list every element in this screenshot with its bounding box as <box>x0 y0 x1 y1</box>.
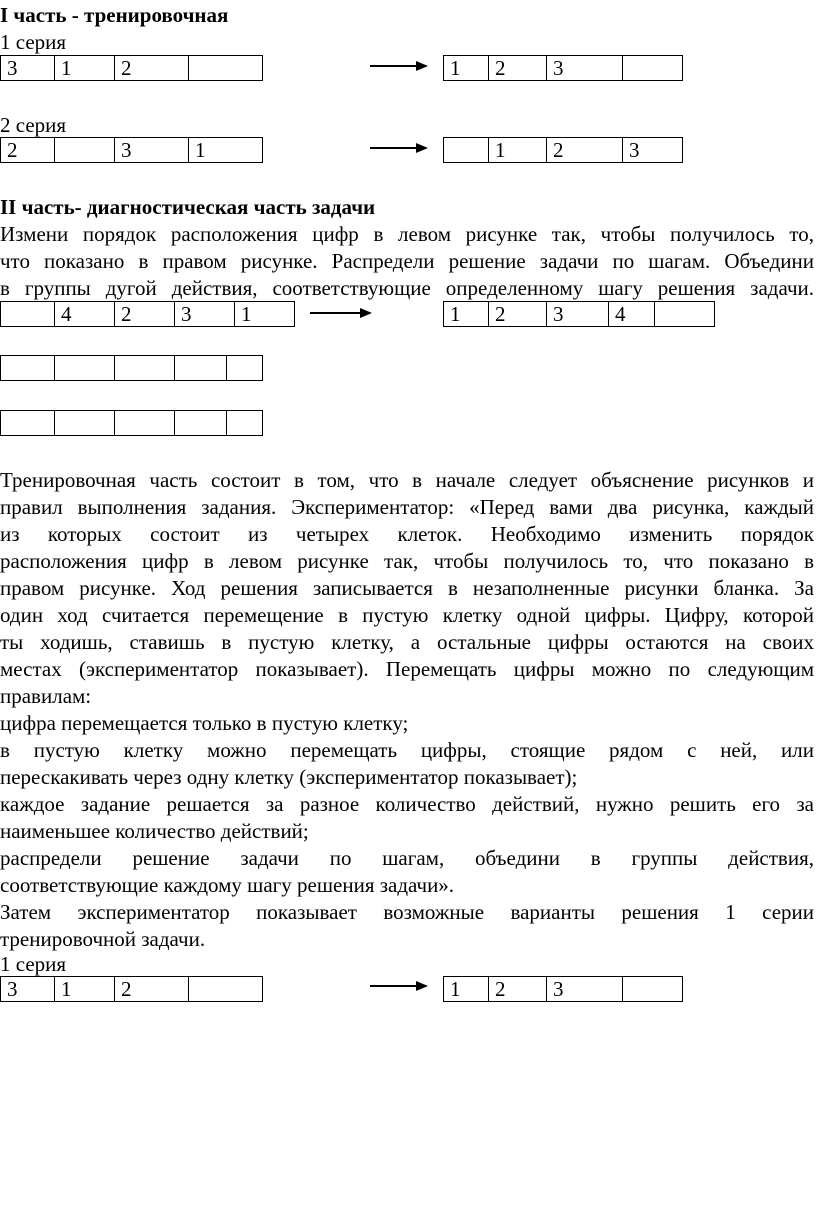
grid-cell: 4 <box>609 302 655 327</box>
body-line: ты ходишь, ставишь в пустую клетку, а остальные цифры остаются на своих <box>0 630 814 654</box>
final-series-label: 1 серия <box>0 952 67 976</box>
grid-cell: 3 <box>623 138 683 163</box>
part1-title: I часть - тренировочная <box>0 3 229 27</box>
final-left-grid <box>0 976 263 1002</box>
grid-cell <box>1 411 55 436</box>
grid-cell <box>189 56 263 81</box>
series1-left-grid <box>0 55 263 81</box>
series2-left-grid <box>0 137 263 163</box>
body-line: перескакивать через одну клетку (экспериментатор показывает); <box>0 765 578 789</box>
series2-label: 2 серия <box>0 113 67 137</box>
grid-cell <box>227 356 263 381</box>
paragraph-line: Измени порядок расположения цифр в левом рисунке так, чтобы получилось то, <box>0 222 814 246</box>
body-line: правом рисунке. Ход решения записывается в незаполненные рисунки бланка. За <box>0 576 814 600</box>
task-right-grid <box>443 301 715 327</box>
body-line: распредели решение задачи по шагам, объедини в группы действия, <box>0 846 814 870</box>
series2-right-grid <box>443 137 683 163</box>
grid-cell: 4 <box>55 302 115 327</box>
grid-cell <box>55 138 115 163</box>
grid-cell: 2 <box>489 977 547 1002</box>
grid-cell <box>655 302 715 327</box>
final-right-grid <box>443 976 683 1002</box>
grid-cell: 1 <box>55 56 115 81</box>
body-line: наименьшее количество действий; <box>0 819 309 843</box>
grid-cell: 3 <box>1 56 55 81</box>
grid-cell <box>1 356 55 381</box>
body-line: Тренировочная часть состоит в том, что в начале следует объяснение рисунков и <box>0 468 814 492</box>
grid-cell: 1 <box>444 302 489 327</box>
paragraph-line: что показано в правом рисунке. Распредели решение задачи по шагам. Объедини <box>0 249 814 273</box>
arrow-right-icon <box>370 141 430 155</box>
grid-cell: 3 <box>547 302 609 327</box>
grid-cell <box>55 356 115 381</box>
series1-label: 1 серия <box>0 30 67 54</box>
body-line: из которых состоит из четырех клеток. Необходимо изменить порядок <box>0 522 814 546</box>
blank-grid-1 <box>0 355 263 381</box>
grid-cell <box>444 138 489 163</box>
grid-cell <box>227 411 263 436</box>
grid-cell <box>115 356 175 381</box>
grid-cell: 2 <box>115 977 189 1002</box>
grid-cell: 3 <box>547 977 623 1002</box>
arrow-right-icon <box>370 59 430 73</box>
grid-cell: 1 <box>189 138 263 163</box>
grid-cell: 2 <box>115 56 189 81</box>
body-line: местах (экспериментатор показывает). Перемещать цифры можно по следующим <box>0 657 814 681</box>
body-line: тренировочной задачи. <box>0 927 206 951</box>
grid-cell: 1 <box>55 977 115 1002</box>
grid-cell: 2 <box>115 302 175 327</box>
grid-cell <box>115 411 175 436</box>
body-line: Затем экспериментатор показывает возможные варианты решения 1 серии <box>0 900 814 924</box>
grid-cell: 1 <box>444 977 489 1002</box>
task-left-grid <box>0 301 295 327</box>
body-line: цифра перемещается только в пустую клетку; <box>0 711 409 735</box>
part2-title: II часть- диагностическая часть задачи <box>0 195 376 219</box>
grid-cell: 3 <box>175 302 235 327</box>
grid-cell <box>1 302 55 327</box>
series1-right-grid <box>443 55 683 81</box>
grid-cell: 1 <box>444 56 489 81</box>
grid-cell: 3 <box>1 977 55 1002</box>
body-line: один ход считается перемещение в пустую клетку одной цифры. Цифру, которой <box>0 603 814 627</box>
grid-cell: 2 <box>547 138 623 163</box>
grid-cell: 1 <box>235 302 295 327</box>
arrow-right-icon <box>310 306 374 320</box>
grid-cell <box>623 56 683 81</box>
blank-grid-2 <box>0 410 263 436</box>
grid-cell: 1 <box>489 138 547 163</box>
body-line: правил выполнения задания. Экспериментатор: «Перед вами два рисунка, каждый <box>0 495 814 519</box>
grid-cell <box>623 977 683 1002</box>
body-line: правилам: <box>0 684 92 708</box>
grid-cell: 2 <box>489 302 547 327</box>
grid-cell <box>189 977 263 1002</box>
body-line: расположения цифр в левом рисунке так, чтобы получилось то, что показано в <box>0 549 814 573</box>
grid-cell: 3 <box>115 138 189 163</box>
grid-cell <box>175 356 227 381</box>
paragraph-line: в группы дугой действия, соответствующие определенному шагу решения задачи. <box>0 276 814 300</box>
body-line: в пустую клетку можно перемещать цифры, стоящие рядом с ней, или <box>0 738 814 762</box>
arrow-right-icon <box>370 979 430 993</box>
grid-cell <box>175 411 227 436</box>
grid-cell: 2 <box>489 56 547 81</box>
grid-cell: 2 <box>1 138 55 163</box>
grid-cell: 3 <box>547 56 623 81</box>
grid-cell <box>55 411 115 436</box>
body-line: каждое задание решается за разное количество действий, нужно решить его за <box>0 792 814 816</box>
body-line: соответствующие каждому шагу решения задачи». <box>0 873 455 897</box>
